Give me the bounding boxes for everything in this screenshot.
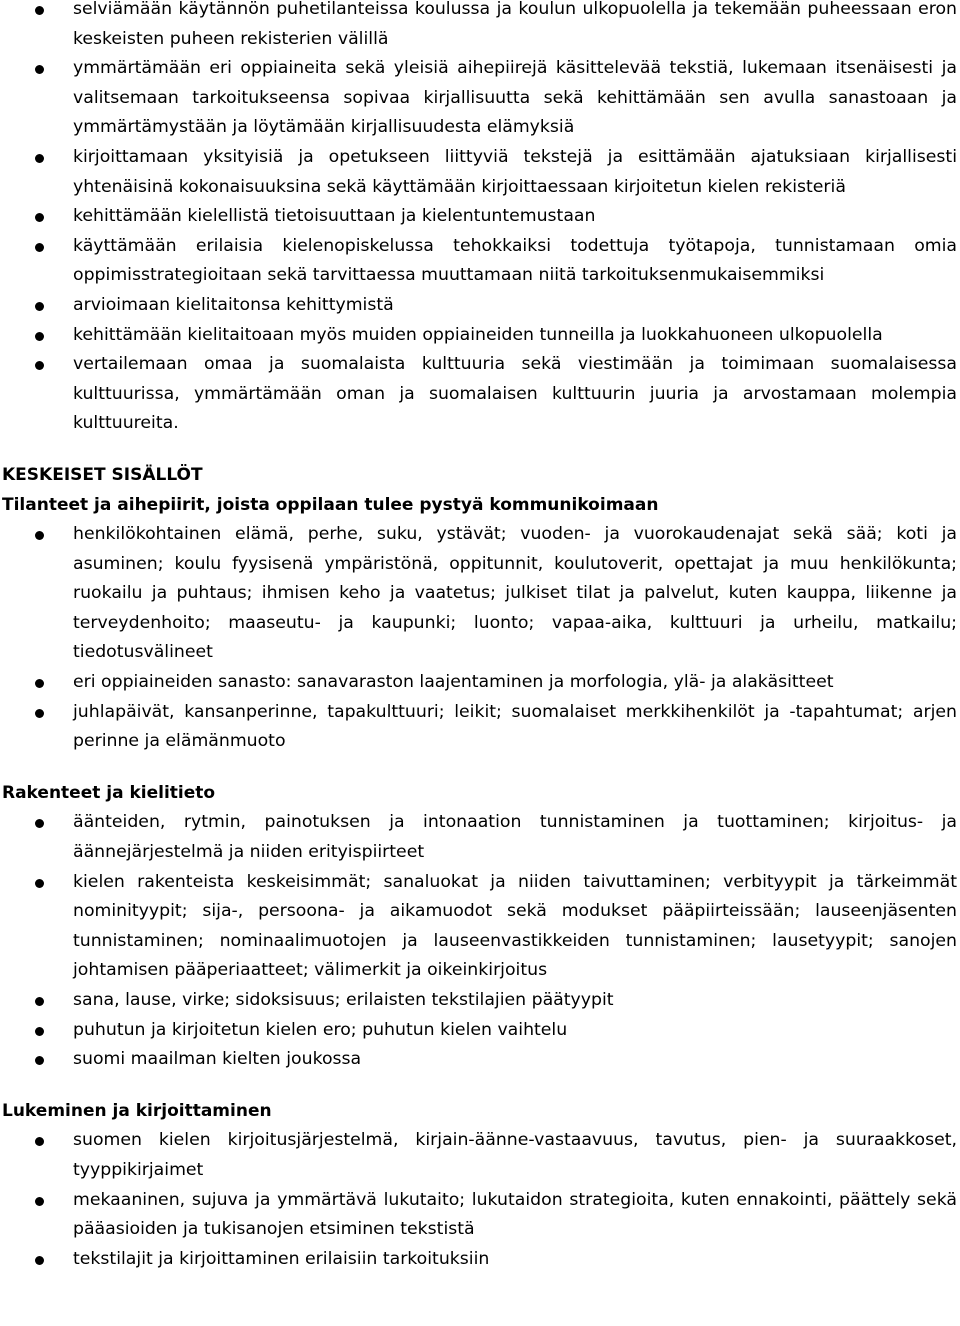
list-item: kehittämään kielitaitoaan myös muiden oppiaineiden tunneilla ja luokkahuoneen ulkopuolella [0,321,960,351]
list-item: ymmärtämään eri oppiaineita sekä yleisiä aihepiirejä käsittelevää tekstiä, lukemaan itsenäisesti ja valitsemaan tarkoitukseensa sopivaa kirjallisuutta sekä kehittämään sen avulla sanastoaan ja ymmärtämystään ja löytämään kirjallisuudesta elämyksiä [0,54,960,143]
list-item: vertailemaan omaa ja suomalaista kulttuuria sekä viestimään ja toimimaan suomalaisessa kulttuurissa, ymmärtämään oman ja suomalaisen kulttuurin juuria ja arvostamaan molempia kulttuureita. [0,350,960,439]
list-item: suomen kielen kirjoitusjärjestelmä, kirjain-äänne-vastaavuus, tavutus, pien- ja suuraakkoset, tyyppikirjaimet [0,1126,960,1185]
list-item: arvioimaan kielitaitonsa kehittymistä [0,291,960,321]
list-item: tekstilajit ja kirjoittaminen erilaisiin tarkoituksiin [0,1245,960,1275]
list-item: käyttämään erilaisia kielenopiskelussa tehokkaiksi todettuja työtapoja, tunnistamaan omia oppimisstrategioitaan sekä tarvittaessa muuttamaan niitä tarkoituksenmukaisemmiksi [0,232,960,291]
list-item: juhlapäivät, kansanperinne, tapakulttuuri; leikit; suomalaiset merkkihenkilöt ja -tapahtumat; arjen perinne ja elämänmuoto [0,698,960,757]
list-item: mekaaninen, sujuva ja ymmärtävä lukutaito; lukutaidon strategioita, kuten ennakointi, päättely sekä pääasioiden ja tukisanojen etsiminen tekstistä [0,1186,960,1245]
subsection-heading-lukeminen: Lukeminen ja kirjoittaminen [2,1100,272,1121]
list-item: kirjoittamaan yksityisiä ja opetukseen liittyviä tekstejä ja esittämään ajatuksiaan kirjallisesti yhtenäisinä kokonaisuuksina sekä käyttämään kirjoittaessaan kirjoitetun kielen rekisteriä [0,143,960,202]
list-item: suomi maailman kielten joukossa [0,1045,960,1075]
section-title-keskeiset-sisallot: KESKEISET SISÄLLÖT [2,464,203,485]
list-item: eri oppiaineiden sanasto: sanavaraston laajentaminen ja morfologia, ylä- ja alakäsitteet [0,668,960,698]
list-item: selviämään käytännön puhetilanteissa koulussa ja koulun ulkopuolella ja tekemään puheessaan eron keskeisten puheen rekisterien välillä [0,0,960,54]
list-item: sana, lause, virke; sidoksisuus; erilaisten tekstilajien päätyypit [0,986,960,1016]
list-item: kehittämään kielellistä tietoisuuttaan ja kielentuntemustaan [0,202,960,232]
list-item: henkilökohtainen elämä, perhe, suku, ystävät; vuoden- ja vuorokaudenajat sekä sää; koti ja asuminen; koulu fyysisenä ympäristönä, oppitunnit, koulutoverit, opettajat ja muu henkilökunta; ruokailu ja puhtaus; ihmisen keho ja vaatetus; julkiset tilat ja palvelut, kuten kauppa, liikenne ja terveydenhoito; maaseutu- ja kaupunki; luonto; vapaa-aika, kulttuuri ja urheilu, matkailu; tiedotusvälineet [0,520,960,668]
list-item: äänteiden, rytmin, painotuksen ja intonaation tunnistaminen ja tuottaminen; kirjoitus- ja äännejärjestelmä ja niiden erityispiirteet [0,808,960,867]
goals-list [0,0,960,439]
rakenteet-list [0,808,960,1074]
subsection-heading-tilanteet: Tilanteet ja aihepiirit, joista oppilaan tulee pystyä kommunikoimaan [2,494,659,515]
subsection-heading-rakenteet: Rakenteet ja kielitieto [2,782,216,803]
list-item: puhutun ja kirjoitetun kielen ero; puhutun kielen vaihtelu [0,1016,960,1046]
lukeminen-list [0,1126,960,1274]
tilanteet-list [0,520,960,757]
list-item: kielen rakenteista keskeisimmät; sanaluokat ja niiden taivuttaminen; verbityypit ja tärkeimmät nominityypit; sija-, persoona- ja aikamuodot sekä modukset pääpiirteissään; lauseenjäsenten tunnistaminen; nominaalimuotojen ja lauseenvastikkeiden tunnistaminen; lausetyypit; sanojen johtamisen pääperiaatteet; välimerkit ja oikeinkirjoitus [0,868,960,986]
